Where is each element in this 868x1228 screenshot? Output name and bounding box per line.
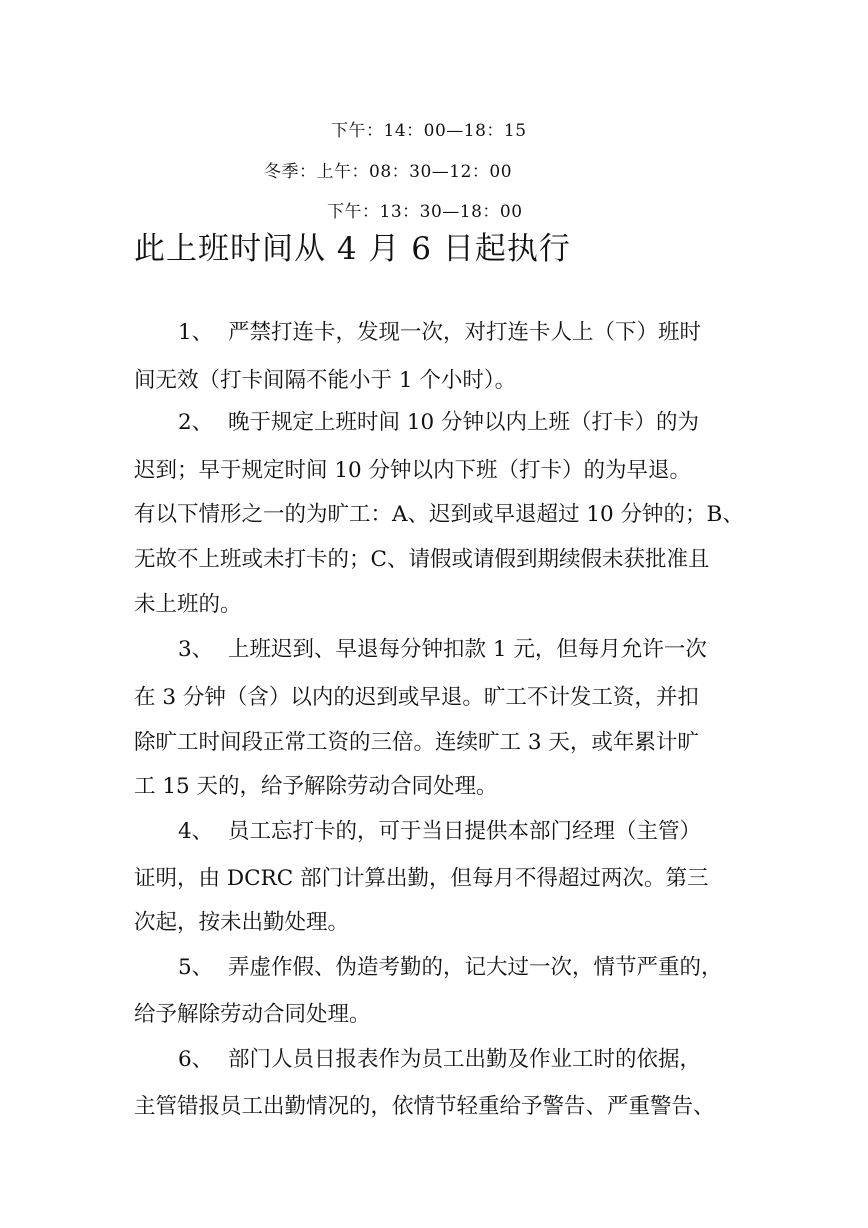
rule-line: 有以下情形之一的为旷工：A、迟到或早退超过 10 分钟的；B、 [134,502,744,527]
winter-afternoon-hours: 下午：13：30—18：00 [327,202,523,222]
rule-line: 工 15 天的，给予解除劳动合同处理。 [134,774,498,799]
rule-number: 6、 [178,1047,214,1072]
rule-line: 证明，由 DCRC 部门计算出勤，但每月不得超过两次。第三 [134,866,709,891]
rule-line [178,318,744,348]
rule-line [178,1045,744,1075]
rule-number: 3、 [178,637,214,662]
rule-text: 弄虚作假、伪造考勤的，记大过一次，情节严重的， [228,955,723,980]
rule-line: 未上班的。 [134,592,242,617]
rule-line [178,953,744,983]
rule-line: 在 3 分钟（含）以内的迟到或早退。旷工不计发工资，并扣 [134,685,699,710]
rule-number: 4、 [178,819,214,844]
rule-line [178,817,744,847]
rule-line: 给予解除劳动合同处理。 [134,1002,371,1027]
rule-line: 无故不上班或未打卡的；C、请假或请假到期续假未获批准且 [134,547,710,572]
winter-morning-hours: 冬季：上午：08：30—12：00 [264,162,513,182]
rule-text: 员工忘打卡的，可于当日提供本部门经理（主管） [228,819,702,844]
rule-line [178,408,744,438]
rule-number: 2、 [178,410,214,435]
effective-date-heading: 此上班时间从 4 月 6 日起执行 [134,231,571,267]
rule-text: 部门人员日报表作为员工出勤及作业工时的依据， [228,1047,702,1072]
rule-line: 次起，按未出勤处理。 [134,910,350,935]
rule-line: 迟到；早于规定时间 10 分钟以内下班（打卡）的为早退。 [134,458,692,483]
rule-line: 主管错报员工出勤情况的，依情节轻重给予警告、严重警告、 [134,1094,715,1119]
rule-number: 5、 [178,955,214,980]
rule-text: 上班迟到、早退每分钟扣款 1 元，但每月允许一次 [228,637,707,662]
summer-afternoon-hours: 下午：14：00—18：15 [331,121,527,141]
rule-text: 严禁打连卡，发现一次，对打连卡人上（下）班时 [228,320,702,345]
rule-line: 除旷工时间段正常工资的三倍。连续旷工 3 天，或年累计旷 [134,730,699,755]
rule-line: 间无效（打卡间隔不能小于 1 个小时）。 [134,368,517,393]
rule-number: 1、 [178,320,214,345]
rule-line [178,635,744,665]
rule-text: 晚于规定上班时间 10 分钟以内上班（打卡）的为 [228,410,700,435]
